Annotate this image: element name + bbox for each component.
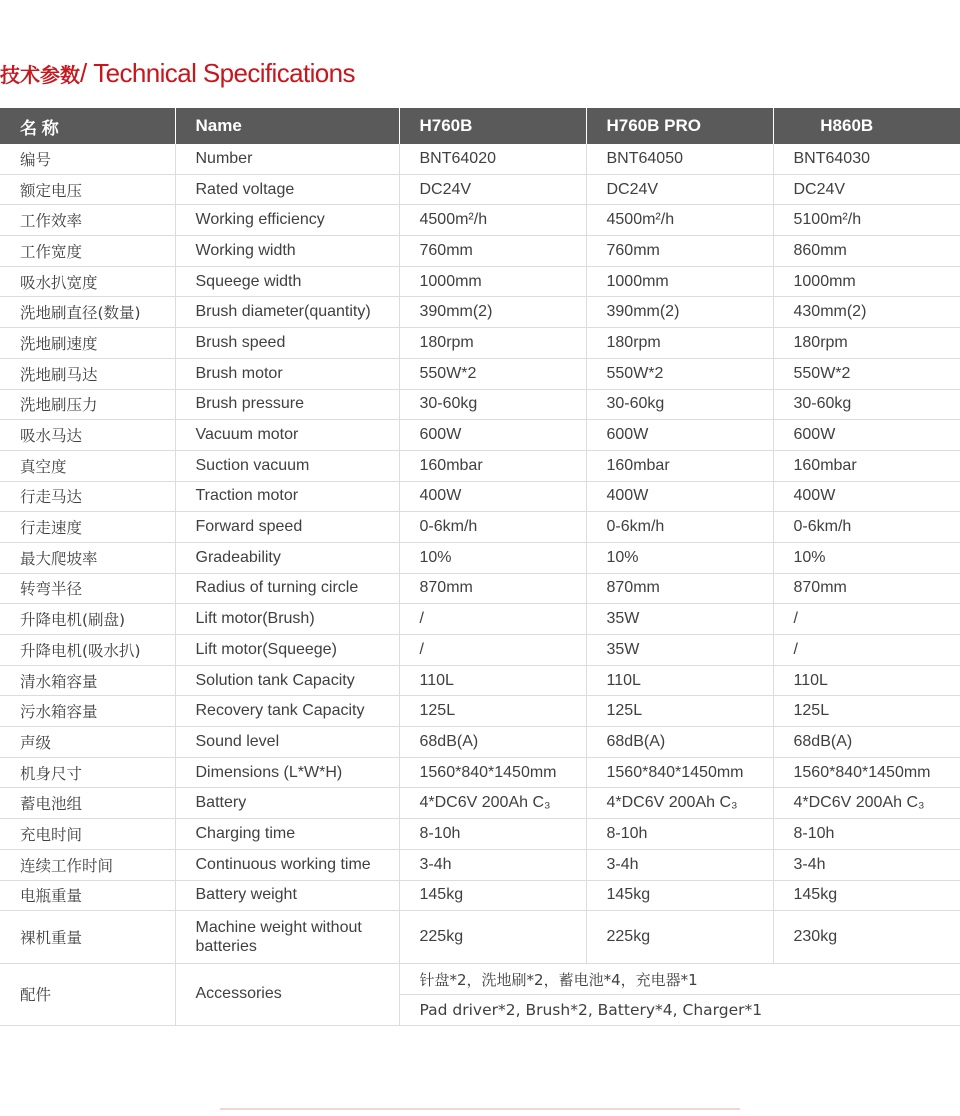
row-label-zh: 清水箱容量 xyxy=(0,665,175,696)
table-row xyxy=(0,696,960,727)
row-value-model-1: 550W*2 xyxy=(399,358,586,389)
bottom-divider xyxy=(220,1108,740,1110)
row-value-model-3: 0-6km/h xyxy=(773,512,960,543)
row-value-model-3: 600W xyxy=(773,420,960,451)
row-value-model-2: 600W xyxy=(586,420,773,451)
row-label-en: Squeege width xyxy=(175,266,399,297)
row-label-en: Working efficiency xyxy=(175,205,399,236)
row-value-model-3: 10% xyxy=(773,542,960,573)
row-value-model-1: BNT64020 xyxy=(399,144,586,174)
row-value-model-3: 160mbar xyxy=(773,450,960,481)
row-label-en: Battery xyxy=(175,788,399,819)
row-value-model-2: 3-4h xyxy=(586,849,773,880)
row-value-model-2: 1000mm xyxy=(586,266,773,297)
accessories-label-zh: 配件 xyxy=(0,964,175,1025)
table-row xyxy=(0,635,960,666)
row-value-model-2: 68dB(A) xyxy=(586,727,773,758)
table-row xyxy=(0,144,960,174)
row-value-model-1: 10% xyxy=(399,542,586,573)
row-value-model-3: 110L xyxy=(773,665,960,696)
row-value-model-3: 860mm xyxy=(773,236,960,267)
row-label-en: Brush speed xyxy=(175,328,399,359)
row-value-model-2: 1560*840*1450mm xyxy=(586,757,773,788)
row-value-model-2: 760mm xyxy=(586,236,773,267)
row-value-model-3: / xyxy=(773,604,960,635)
row-value-model-3: 4*DC6V 200Ah C₃ xyxy=(773,788,960,819)
row-value-model-3: 1000mm xyxy=(773,266,960,297)
row-label-zh: 工作宽度 xyxy=(0,236,175,267)
table-row xyxy=(0,389,960,420)
table-row xyxy=(0,819,960,850)
table-row xyxy=(0,174,960,205)
table-body xyxy=(0,144,960,1025)
table-row xyxy=(0,604,960,635)
row-value-model-2: 225kg xyxy=(586,911,773,964)
row-value-model-3: BNT64030 xyxy=(773,144,960,174)
row-value-model-3: 125L xyxy=(773,696,960,727)
row-label-en: Recovery tank Capacity xyxy=(175,696,399,727)
row-label-en: Suction vacuum xyxy=(175,450,399,481)
row-label-zh: 连续工作时间 xyxy=(0,849,175,880)
table-row xyxy=(0,328,960,359)
row-value-model-1: 180rpm xyxy=(399,328,586,359)
row-value-model-3: 400W xyxy=(773,481,960,512)
table-row xyxy=(0,757,960,788)
row-value-model-2: 35W xyxy=(586,635,773,666)
row-value-model-2: BNT64050 xyxy=(586,144,773,174)
row-label-en: Working width xyxy=(175,236,399,267)
row-value-model-1: DC24V xyxy=(399,174,586,205)
row-label-en: Forward speed xyxy=(175,512,399,543)
row-value-model-3: / xyxy=(773,635,960,666)
spec-table xyxy=(0,108,960,1026)
row-value-model-1: / xyxy=(399,604,586,635)
row-label-zh: 行走马达 xyxy=(0,481,175,512)
row-label-zh: 吸水马达 xyxy=(0,420,175,451)
row-value-model-2: 870mm xyxy=(586,573,773,604)
row-label-zh: 真空度 xyxy=(0,450,175,481)
row-label-zh: 升降电机(刷盘) xyxy=(0,604,175,635)
row-value-model-3: 870mm xyxy=(773,573,960,604)
row-value-model-3: 230kg xyxy=(773,911,960,964)
row-label-zh: 蓄电池组 xyxy=(0,788,175,819)
row-value-model-1: 390mm(2) xyxy=(399,297,586,328)
row-label-zh: 机身尺寸 xyxy=(0,757,175,788)
accessories-value-en: Pad driver*2, Brush*2, Battery*4, Charger*1 xyxy=(399,994,960,1025)
accessories-label-en: Accessories xyxy=(175,964,399,1025)
row-value-model-1: 110L xyxy=(399,665,586,696)
row-value-model-1: 8-10h xyxy=(399,819,586,850)
row-value-model-2: 10% xyxy=(586,542,773,573)
row-value-model-1: 145kg xyxy=(399,880,586,911)
row-label-zh: 电瓶重量 xyxy=(0,880,175,911)
row-label-en: Charging time xyxy=(175,819,399,850)
row-value-model-2: 8-10h xyxy=(586,819,773,850)
header-model-2: H760B PRO xyxy=(586,108,773,144)
row-value-model-1: 400W xyxy=(399,481,586,512)
row-label-zh: 编号 xyxy=(0,144,175,174)
table-row xyxy=(0,573,960,604)
row-value-model-3: 3-4h xyxy=(773,849,960,880)
row-value-model-2: 35W xyxy=(586,604,773,635)
table-row xyxy=(0,297,960,328)
row-value-model-2: 145kg xyxy=(586,880,773,911)
row-value-model-1: 4500m²/h xyxy=(399,205,586,236)
row-label-zh: 升降电机(吸水扒) xyxy=(0,635,175,666)
row-value-model-2: 4*DC6V 200Ah C₃ xyxy=(586,788,773,819)
table-row xyxy=(0,911,960,964)
table-row xyxy=(0,727,960,758)
row-value-model-1: 760mm xyxy=(399,236,586,267)
header-model-1: H760B xyxy=(399,108,586,144)
row-value-model-3: 145kg xyxy=(773,880,960,911)
table-row xyxy=(0,420,960,451)
row-value-model-1: 1000mm xyxy=(399,266,586,297)
table-row xyxy=(0,236,960,267)
row-value-model-1: 225kg xyxy=(399,911,586,964)
page-title xyxy=(0,56,355,90)
row-value-model-2: 390mm(2) xyxy=(586,297,773,328)
row-value-model-1: 3-4h xyxy=(399,849,586,880)
row-value-model-2: 125L xyxy=(586,696,773,727)
table-row xyxy=(0,205,960,236)
row-value-model-1: 125L xyxy=(399,696,586,727)
row-value-model-1: 4*DC6V 200Ah C₃ xyxy=(399,788,586,819)
row-label-en: Dimensions (L*W*H) xyxy=(175,757,399,788)
table-row xyxy=(0,849,960,880)
page-title-zh: 技术参数 xyxy=(0,63,80,87)
row-label-zh: 洗地刷压力 xyxy=(0,389,175,420)
row-value-model-2: 160mbar xyxy=(586,450,773,481)
accessories-value-zh: 针盘*2，洗地刷*2，蓄电池*4，充电器*1 xyxy=(399,964,960,995)
row-label-en: Number xyxy=(175,144,399,174)
table-row xyxy=(0,542,960,573)
row-value-model-1: 1560*840*1450mm xyxy=(399,757,586,788)
table-row xyxy=(0,358,960,389)
row-value-model-3: 550W*2 xyxy=(773,358,960,389)
row-label-en: Rated voltage xyxy=(175,174,399,205)
table-row xyxy=(0,266,960,297)
table-row xyxy=(0,450,960,481)
row-value-model-2: 550W*2 xyxy=(586,358,773,389)
row-label-zh: 裸机重量 xyxy=(0,911,175,964)
row-label-zh: 吸水扒宽度 xyxy=(0,266,175,297)
row-label-zh: 最大爬坡率 xyxy=(0,542,175,573)
table-row xyxy=(0,665,960,696)
row-label-en: Machine weight without batteries xyxy=(175,911,399,964)
row-label-en: Sound level xyxy=(175,727,399,758)
row-value-model-2: DC24V xyxy=(586,174,773,205)
row-value-model-1: / xyxy=(399,635,586,666)
row-label-en: Brush diameter(quantity) xyxy=(175,297,399,328)
accessories-row xyxy=(0,964,960,995)
header-name-zh: 名 称 xyxy=(0,108,175,144)
row-label-en: Solution tank Capacity xyxy=(175,665,399,696)
row-label-zh: 充电时间 xyxy=(0,819,175,850)
row-label-en: Radius of turning circle xyxy=(175,573,399,604)
row-label-en: Battery weight xyxy=(175,880,399,911)
row-label-zh: 工作效率 xyxy=(0,205,175,236)
row-value-model-1: 160mbar xyxy=(399,450,586,481)
row-label-zh: 额定电压 xyxy=(0,174,175,205)
row-label-zh: 洗地刷直径(数量) xyxy=(0,297,175,328)
row-label-zh: 声级 xyxy=(0,727,175,758)
row-label-zh: 行走速度 xyxy=(0,512,175,543)
row-value-model-2: 400W xyxy=(586,481,773,512)
row-value-model-3: 1560*840*1450mm xyxy=(773,757,960,788)
header-model-3: H860B xyxy=(773,108,960,144)
row-value-model-3: 430mm(2) xyxy=(773,297,960,328)
row-value-model-3: DC24V xyxy=(773,174,960,205)
row-value-model-3: 180rpm xyxy=(773,328,960,359)
row-value-model-1: 68dB(A) xyxy=(399,727,586,758)
row-value-model-2: 30-60kg xyxy=(586,389,773,420)
row-value-model-2: 0-6km/h xyxy=(586,512,773,543)
header-name-en: Name xyxy=(175,108,399,144)
row-value-model-3: 5100m²/h xyxy=(773,205,960,236)
row-value-model-3: 8-10h xyxy=(773,819,960,850)
row-value-model-1: 0-6km/h xyxy=(399,512,586,543)
row-label-en: Brush motor xyxy=(175,358,399,389)
row-value-model-1: 600W xyxy=(399,420,586,451)
row-value-model-2: 4500m²/h xyxy=(586,205,773,236)
row-label-en: Gradeability xyxy=(175,542,399,573)
row-value-model-3: 68dB(A) xyxy=(773,727,960,758)
table-row xyxy=(0,788,960,819)
page-title-en: / Technical Specifications xyxy=(80,58,355,88)
row-label-en: Vacuum motor xyxy=(175,420,399,451)
row-label-zh: 转弯半径 xyxy=(0,573,175,604)
row-value-model-2: 180rpm xyxy=(586,328,773,359)
row-label-en: Traction motor xyxy=(175,481,399,512)
row-value-model-1: 30-60kg xyxy=(399,389,586,420)
row-value-model-3: 30-60kg xyxy=(773,389,960,420)
row-label-en: Continuous working time xyxy=(175,849,399,880)
table-row xyxy=(0,512,960,543)
row-label-zh: 污水箱容量 xyxy=(0,696,175,727)
row-label-en: Brush pressure xyxy=(175,389,399,420)
row-label-en: Lift motor(Squeege) xyxy=(175,635,399,666)
row-value-model-1: 870mm xyxy=(399,573,586,604)
row-label-en: Lift motor(Brush) xyxy=(175,604,399,635)
row-label-zh: 洗地刷速度 xyxy=(0,328,175,359)
row-value-model-2: 110L xyxy=(586,665,773,696)
table-row xyxy=(0,880,960,911)
row-label-zh: 洗地刷马达 xyxy=(0,358,175,389)
table-header-row xyxy=(0,108,960,144)
table-row xyxy=(0,481,960,512)
